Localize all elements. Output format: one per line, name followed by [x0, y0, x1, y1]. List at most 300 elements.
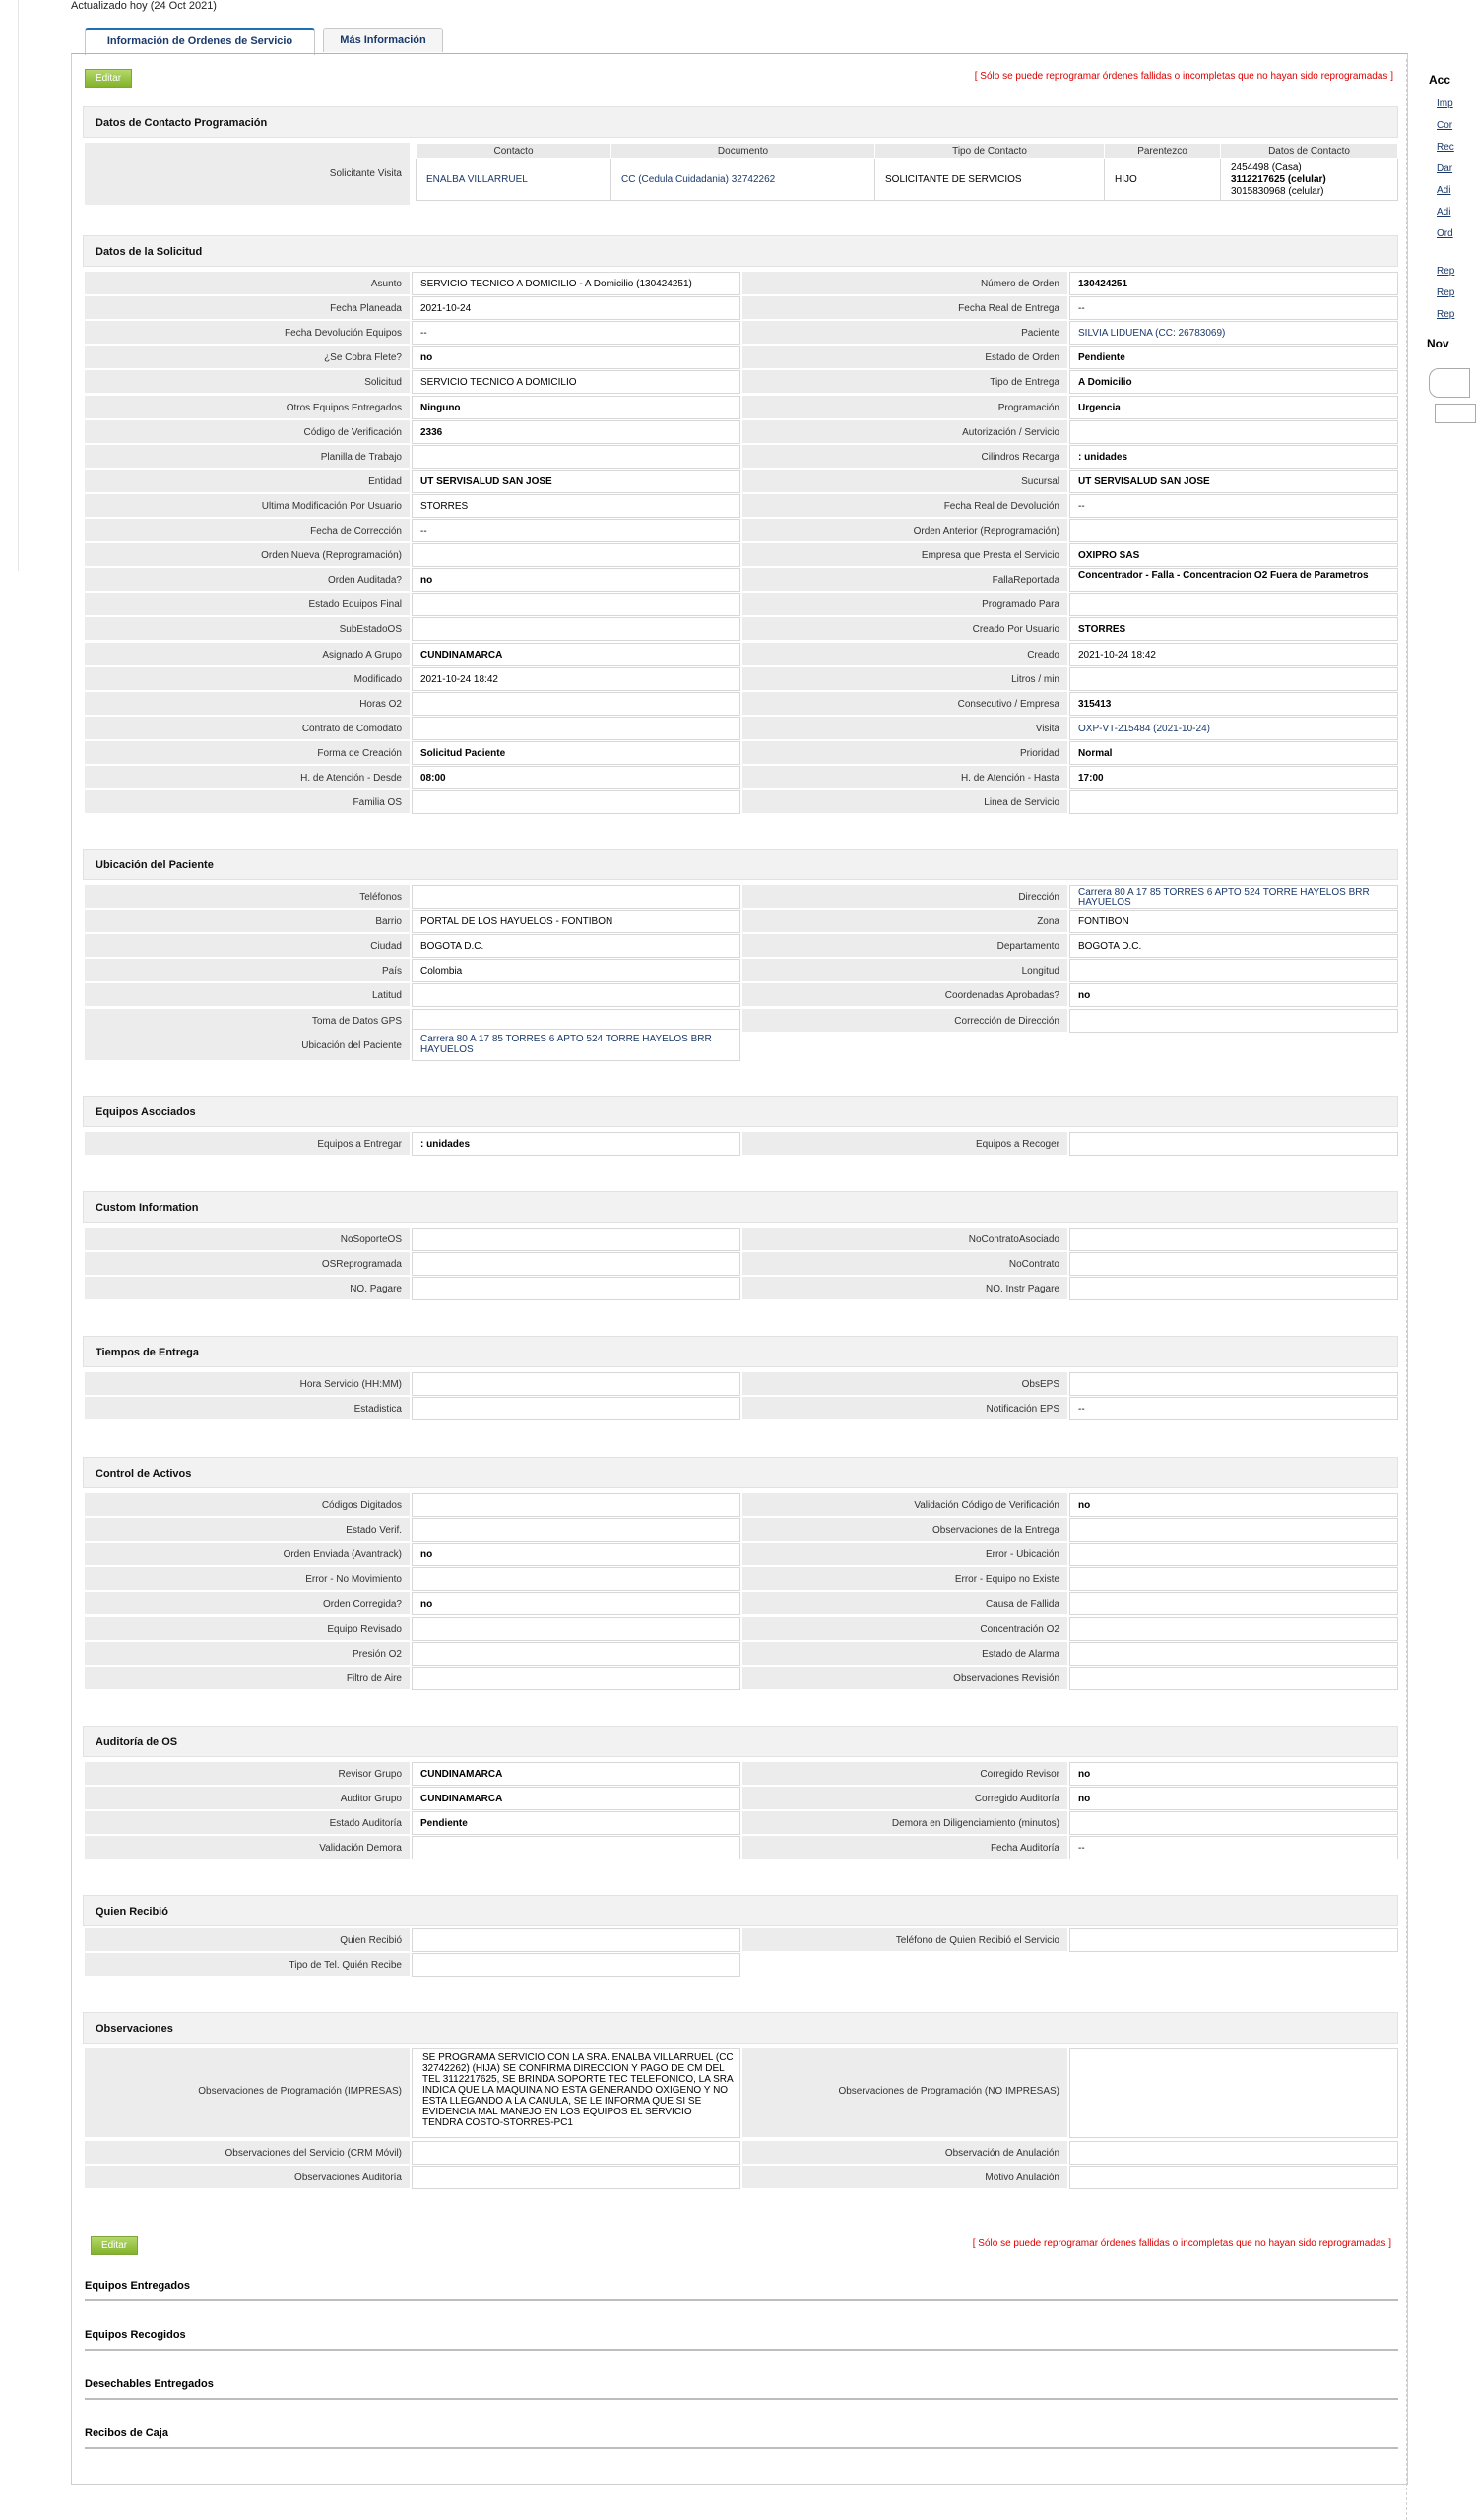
field-value: Carrera 80 A 17 85 TORRES 6 APTO 524 TORRE HAYELOS BRR HAYUELOS	[1069, 885, 1398, 909]
field-value: 08:00	[412, 766, 740, 789]
field-value: no	[1069, 983, 1398, 1007]
field-label: Corregido Revisor	[742, 1762, 1067, 1786]
field-label: Ciudad	[85, 934, 410, 958]
field-value: Normal	[1069, 741, 1398, 765]
field-label: Teléfono de Quien Recibió el Servicio	[742, 1928, 1067, 1952]
field-label: Latitud	[85, 983, 410, 1007]
tab-mas-informacion[interactable]: Más Información	[323, 28, 443, 52]
field-value	[1069, 1567, 1398, 1591]
field-value: CUNDINAMARCA	[412, 643, 740, 666]
novedades-widget[interactable]	[1429, 368, 1470, 398]
field-value	[412, 1617, 740, 1641]
field-label: Asignado A Grupo	[85, 643, 410, 666]
section-row	[85, 296, 1398, 321]
field-value: Pendiente	[412, 1811, 740, 1835]
section-row	[85, 1228, 1398, 1252]
section-row	[85, 1567, 1398, 1592]
field-value	[412, 1277, 740, 1300]
field-value	[1069, 1372, 1398, 1396]
field-value: --	[1069, 1836, 1398, 1859]
contact-phones	[1221, 159, 1398, 201]
section-row	[85, 1592, 1398, 1616]
field-label: Motivo Anulación	[742, 2166, 1067, 2189]
field-label: Observaciones de la Entrega	[742, 1518, 1067, 1542]
field-label: Fecha Real de Devolución	[742, 494, 1067, 518]
field-value: 2021-10-24	[412, 296, 740, 320]
section-row	[85, 1928, 1398, 1953]
actions-heading: Acc	[1429, 73, 1451, 87]
field-value	[1069, 2166, 1398, 2189]
field-value	[412, 1953, 740, 1977]
section-row	[85, 321, 1398, 346]
field-label: Ubicación del Paciente	[85, 1029, 410, 1061]
contact-document: CC (Cedula Cuidadania) 32742262	[611, 159, 875, 201]
field-label: Departamento	[742, 934, 1067, 958]
section-row	[85, 1811, 1398, 1836]
field-value: 2021-10-24 18:42	[1069, 643, 1398, 666]
reprogram-warning-top: [ Sólo se puede reprogramar órdenes fallidas o incompletas que no hayan sido reprogramadas ]	[974, 71, 1393, 82]
right-actions-panel	[1406, 59, 1453, 2520]
field-label: H. de Atención - Hasta	[742, 766, 1067, 789]
section-row	[85, 983, 1398, 1008]
col-datos: Datos de Contacto	[1221, 144, 1398, 159]
section-row	[85, 420, 1398, 445]
field-value: no	[412, 568, 740, 592]
contact-type: SOLICITANTE DE SERVICIOS	[875, 159, 1105, 201]
field-value: 17:00	[1069, 766, 1398, 789]
field-label: Error - Ubicación	[742, 1543, 1067, 1566]
field-label: Entidad	[85, 470, 410, 493]
field-label: Número de Orden	[742, 272, 1067, 295]
section-row	[85, 1836, 1398, 1860]
row-observaciones-programacion	[85, 2048, 1398, 2139]
field-label: ObsEPS	[742, 1372, 1067, 1396]
section-row	[85, 1543, 1398, 1567]
section-row	[85, 1667, 1398, 1691]
field-label: H. de Atención - Desde	[85, 766, 410, 789]
section-tiempos: Tiempos de Entrega	[83, 1336, 1398, 1367]
phone-casa: 2454498 (Casa)	[1231, 161, 1302, 173]
field-label: Equipos a Entregar	[85, 1132, 410, 1156]
field-value	[412, 790, 740, 814]
field-label: Solicitud	[85, 370, 410, 394]
section-row	[85, 1787, 1398, 1811]
action-link-6[interactable]: Adi	[1437, 207, 1451, 218]
field-value	[1069, 1928, 1398, 1952]
section-row	[85, 885, 1398, 910]
field-value: CUNDINAMARCA	[412, 1787, 740, 1810]
field-label: Zona	[742, 910, 1067, 933]
field-value: UT SERVISALUD SAN JOSE	[412, 470, 740, 493]
section-recibos-caja: Recibos de Caja	[85, 2427, 1398, 2449]
field-label: Creado Por Usuario	[742, 617, 1067, 641]
report-link-3[interactable]: Rep	[1437, 309, 1455, 320]
field-value	[412, 445, 740, 469]
action-link-7[interactable]: Ord	[1437, 228, 1453, 239]
field-label: Orden Enviada (Avantrack)	[85, 1543, 410, 1566]
field-value	[412, 885, 740, 909]
field-value: no	[1069, 1493, 1398, 1517]
report-link-1[interactable]: Rep	[1437, 266, 1455, 277]
section-row	[85, 1762, 1398, 1787]
field-value	[412, 692, 740, 716]
field-label: Contrato de Comodato	[85, 717, 410, 740]
section-row	[85, 519, 1398, 543]
field-value: A Domicilio	[1069, 370, 1398, 394]
field-label: Teléfonos	[85, 885, 410, 909]
section-row	[85, 543, 1398, 568]
field-label: Código de Verificación	[85, 420, 410, 444]
field-value: 315413	[1069, 692, 1398, 716]
section-row	[85, 445, 1398, 470]
field-value	[1069, 1592, 1398, 1615]
field-value: PORTAL DE LOS HAYUELOS - FONTIBON	[412, 910, 740, 933]
field-value: no	[412, 1592, 740, 1615]
field-label: Fecha Planeada	[85, 296, 410, 320]
page-left-border	[18, 0, 19, 571]
field-label: Error - No Movimiento	[85, 1567, 410, 1591]
field-value: --	[412, 519, 740, 542]
field-label: Concentración O2	[742, 1617, 1067, 1641]
action-link-3[interactable]: Rec	[1437, 142, 1454, 153]
field-label: Coordenadas Aprobadas?	[742, 983, 1067, 1007]
field-label: Toma de Datos GPS	[85, 1009, 410, 1033]
section-row	[85, 617, 1398, 642]
section-row	[85, 568, 1398, 593]
section-row	[85, 1518, 1398, 1543]
field-value: 2021-10-24 18:42	[412, 667, 740, 691]
field-value: 130424251	[1069, 272, 1398, 295]
field-value: --	[1069, 1397, 1398, 1420]
tab-informacion[interactable]: Información de Ordenes de Servicio	[85, 28, 315, 55]
field-label: Autorización / Servicio	[742, 420, 1067, 444]
field-label: Observaciones del Servicio (CRM Móvil)	[85, 2141, 410, 2165]
field-label: Estadistica	[85, 1397, 410, 1420]
field-label: Programación	[742, 396, 1067, 419]
field-label: Familia OS	[85, 790, 410, 814]
section-row	[85, 717, 1398, 741]
field-value: Urgencia	[1069, 396, 1398, 419]
row-tipo-tel-quien-recibe	[85, 1953, 1398, 1978]
action-link-5[interactable]: Adi	[1437, 185, 1451, 196]
field-value: STORRES	[1069, 617, 1398, 641]
field-label: Programado Para	[742, 593, 1067, 616]
edit-button-top[interactable]: Editar	[85, 69, 132, 88]
field-value: CUNDINAMARCA	[412, 1762, 740, 1786]
section-ubicacion: Ubicación del Paciente	[83, 849, 1398, 880]
section-row	[85, 494, 1398, 519]
field-label: Creado	[742, 643, 1067, 666]
field-value	[412, 1518, 740, 1542]
field-label: Auditor Grupo	[85, 1787, 410, 1810]
field-value	[412, 1372, 740, 1396]
section-row	[85, 790, 1398, 815]
field-value	[412, 593, 740, 616]
field-label: Corregido Auditoría	[742, 1787, 1067, 1810]
field-label: Dirección	[742, 885, 1067, 909]
field-value: UT SERVISALUD SAN JOSE	[1069, 470, 1398, 493]
field-value: : unidades	[1069, 445, 1398, 469]
section-row	[85, 346, 1398, 370]
section-equipos: Equipos Asociados	[83, 1096, 1398, 1127]
field-value: OXIPRO SAS	[1069, 543, 1398, 567]
field-value	[1069, 2048, 1398, 2138]
edit-button-bottom[interactable]: Editar	[91, 2236, 138, 2255]
field-label: Fecha Devolución Equipos	[85, 321, 410, 345]
field-label: Otros Equipos Entregados	[85, 396, 410, 419]
field-value	[412, 1252, 740, 1276]
reprogram-warning-bottom: [ Sólo se puede reprogramar órdenes fallidas o incompletas que no hayan sido reprogramadas ]	[972, 2238, 1391, 2249]
field-label: Estado de Alarma	[742, 1642, 1067, 1666]
field-value	[1069, 519, 1398, 542]
field-label: Sucursal	[742, 470, 1067, 493]
section-quien: Quien Recibió	[83, 1895, 1398, 1926]
section-row	[85, 741, 1398, 766]
field-label: Longitud	[742, 959, 1067, 982]
field-value: BOGOTA D.C.	[412, 934, 740, 958]
field-label: Ultima Modificación Por Usuario	[85, 494, 410, 518]
field-value	[1069, 959, 1398, 982]
action-link-1[interactable]: Imp	[1437, 98, 1453, 109]
section-desechables-entregados: Desechables Entregados	[85, 2378, 1398, 2400]
section-observaciones: Observaciones	[83, 2012, 1398, 2044]
section-row	[85, 1493, 1398, 1518]
section-control: Control de Activos	[83, 1457, 1398, 1488]
field-value: no	[412, 1543, 740, 1566]
phone-celular-1: 3112217625 (celular)	[1231, 173, 1326, 185]
section-row	[85, 1617, 1398, 1642]
novedades-heading: Nov	[1427, 337, 1449, 350]
field-value: Concentrador - Falla - Concentracion O2 Fuera de Parametros	[1069, 568, 1398, 592]
field-value	[1069, 1642, 1398, 1666]
section-row	[85, 2141, 1398, 2166]
field-label: ¿Se Cobra Flete?	[85, 346, 410, 369]
field-value	[412, 1567, 740, 1591]
field-label: Tipo de Entrega	[742, 370, 1067, 394]
section-auditoria: Auditoría de OS	[83, 1726, 1398, 1757]
contact-table	[416, 143, 1398, 201]
report-link-2[interactable]: Rep	[1437, 287, 1455, 298]
section-row	[85, 1252, 1398, 1277]
field-value	[412, 2141, 740, 2165]
field-value: SERVICIO TECNICO A DOMICILIO - A Domicilio (130424251)	[412, 272, 740, 295]
field-value: : unidades	[412, 1132, 740, 1156]
col-parentezco: Parentezco	[1105, 144, 1221, 159]
col-contacto: Contacto	[417, 144, 611, 159]
field-value	[412, 1493, 740, 1517]
field-label: Orden Auditada?	[85, 568, 410, 592]
section-row	[85, 2166, 1398, 2190]
field-label: Tipo de Tel. Quién Recibe	[85, 1953, 410, 1977]
field-label: Quien Recibió	[85, 1928, 410, 1952]
field-label: Fecha de Corrección	[85, 519, 410, 542]
field-label: Códigos Digitados	[85, 1493, 410, 1517]
field-label: Presión O2	[85, 1642, 410, 1666]
field-label: Forma de Creación	[85, 741, 410, 765]
field-label: Validación Código de Verificación	[742, 1493, 1067, 1517]
field-value: 2336	[412, 420, 740, 444]
field-value	[1069, 1518, 1398, 1542]
field-value: --	[1069, 296, 1398, 320]
field-value	[412, 1228, 740, 1251]
field-value	[1069, 1252, 1398, 1276]
field-value	[412, 1642, 740, 1666]
col-documento: Documento	[611, 144, 875, 159]
field-value	[1069, 667, 1398, 691]
field-label: Observaciones de Programación (NO IMPRESAS)	[742, 2048, 1067, 2138]
field-label: Estado Equipos Final	[85, 593, 410, 616]
field-label: País	[85, 959, 410, 982]
section-equipos-entregados: Equipos Entregados	[85, 2280, 1398, 2301]
section-solicitud: Datos de la Solicitud	[83, 235, 1398, 267]
field-label: Linea de Servicio	[742, 790, 1067, 814]
field-label: Corrección de Dirección	[742, 1009, 1067, 1033]
section-row	[85, 959, 1398, 983]
section-row	[85, 1642, 1398, 1667]
field-value	[412, 543, 740, 567]
field-label: Horas O2	[85, 692, 410, 716]
field-label: NoContrato	[742, 1252, 1067, 1276]
action-link-2[interactable]: Cor	[1437, 120, 1453, 131]
field-label: Estado Verif.	[85, 1518, 410, 1542]
field-value: SE PROGRAMA SERVICIO CON LA SRA. ENALBA VILLARRUEL (CC 32742262) (HIJA) SE CONFIRMA DIRECCION Y PAGO DE CM DEL TEL 3112217625, SE BRINDA SOPORTE TEC TELEFONICO, LA SRA INDICA QUE LA MAQUINA NO ESTA GENERANDO OXIGENO Y NO ESTA LLEGANDO A LA CANULA, SE LE INFORMA QUE SI SE EVIDENCIA MAL MANEJO EN LOS EQUIPOS EL SERVICIO TENDRA COSTO-STORRES-PC1	[412, 2048, 740, 2138]
phone-celular-2: 3015830968 (celular)	[1231, 185, 1324, 197]
field-label: NO. Instr Pagare	[742, 1277, 1067, 1300]
field-label: Filtro de Aire	[85, 1667, 410, 1690]
field-label: Observaciones Revisión	[742, 1667, 1067, 1690]
field-value: FONTIBON	[1069, 910, 1398, 933]
field-label: FallaReportada	[742, 568, 1067, 592]
field-label: Barrio	[85, 910, 410, 933]
field-value	[1069, 1543, 1398, 1566]
contact-name: ENALBA VILLARRUEL	[417, 159, 611, 201]
field-value	[412, 1928, 740, 1952]
field-value: SILVIA LIDUENA (CC: 26783069)	[1069, 321, 1398, 345]
field-value: SERVICIO TECNICO A DOMICILIO	[412, 370, 740, 394]
field-value	[1069, 1228, 1398, 1251]
field-value	[1069, 1667, 1398, 1690]
field-label: Prioridad	[742, 741, 1067, 765]
field-value	[412, 983, 740, 1007]
field-value	[412, 617, 740, 641]
field-label: Demora en Diligenciamiento (minutos)	[742, 1811, 1067, 1835]
field-label: Orden Corregida?	[85, 1592, 410, 1615]
field-label: Estado de Orden	[742, 346, 1067, 369]
field-label: Modificado	[85, 667, 410, 691]
field-value: no	[1069, 1787, 1398, 1810]
field-value	[412, 2166, 740, 2189]
section-row	[85, 692, 1398, 717]
field-label: Paciente	[742, 321, 1067, 345]
field-label: Empresa que Presta el Servicio	[742, 543, 1067, 567]
row-ubicacion-paciente	[85, 1029, 1398, 1062]
field-label: Observaciones Auditoría	[85, 2166, 410, 2189]
field-label: Equipos a Recoger	[742, 1132, 1067, 1156]
field-value: Pendiente	[1069, 346, 1398, 369]
field-label: Consecutivo / Empresa	[742, 692, 1067, 716]
section-row	[85, 934, 1398, 959]
field-value	[1069, 1132, 1398, 1156]
field-label: OSReprogramada	[85, 1252, 410, 1276]
field-label: Observaciones de Programación (IMPRESAS)	[85, 2048, 410, 2138]
section-row	[85, 396, 1398, 420]
section-row	[85, 370, 1398, 395]
field-label: Error - Equipo no Existe	[742, 1567, 1067, 1591]
section-row	[85, 272, 1398, 296]
section-row	[85, 766, 1398, 790]
field-value	[1069, 420, 1398, 444]
field-value: STORRES	[412, 494, 740, 518]
field-value	[412, 1667, 740, 1690]
section-contacto: Datos de Contacto Programación	[83, 106, 1398, 138]
field-label: Visita	[742, 717, 1067, 740]
field-label: Litros / min	[742, 667, 1067, 691]
section-row	[85, 593, 1398, 617]
field-value: --	[412, 321, 740, 345]
col-tipo: Tipo de Contacto	[875, 144, 1105, 159]
section-row	[85, 667, 1398, 692]
field-value	[1069, 1811, 1398, 1835]
field-label: Planilla de Trabajo	[85, 445, 410, 469]
field-value	[1069, 593, 1398, 616]
field-label: Cilindros Recarga	[742, 445, 1067, 469]
field-label: NO. Pagare	[85, 1277, 410, 1300]
field-value: no	[412, 346, 740, 369]
field-label: Orden Nueva (Reprogramación)	[85, 543, 410, 567]
field-value: Colombia	[412, 959, 740, 982]
field-label: NoContratoAsociado	[742, 1228, 1067, 1251]
field-label: Observación de Anulación	[742, 2141, 1067, 2165]
field-value	[412, 1836, 740, 1859]
field-value	[1069, 790, 1398, 814]
field-value: Carrera 80 A 17 85 TORRES 6 APTO 524 TORRE HAYELOS BRR HAYUELOS	[412, 1029, 740, 1061]
field-label: Fecha Real de Entrega	[742, 296, 1067, 320]
solicitante-label: Solicitante Visita	[85, 143, 410, 206]
field-value	[412, 1397, 740, 1420]
field-value: OXP-VT-215484 (2021-10-24)	[1069, 717, 1398, 740]
field-label: Equipo Revisado	[85, 1617, 410, 1641]
section-row	[85, 1372, 1398, 1397]
field-value: BOGOTA D.C.	[1069, 934, 1398, 958]
field-value: no	[1069, 1762, 1398, 1786]
field-value	[1069, 1277, 1398, 1300]
section-row	[85, 470, 1398, 494]
field-value: Solicitud Paciente	[412, 741, 740, 765]
contact-relation: HIJO	[1105, 159, 1221, 201]
novedades-input[interactable]	[1435, 404, 1476, 423]
field-label: Validación Demora	[85, 1836, 410, 1859]
section-custom: Custom Information	[83, 1191, 1398, 1223]
section-row	[85, 910, 1398, 934]
section-row	[85, 1277, 1398, 1301]
field-label: Causa de Fallida	[742, 1592, 1067, 1615]
field-label: Estado Auditoría	[85, 1811, 410, 1835]
field-value: --	[1069, 494, 1398, 518]
field-value	[1069, 2141, 1398, 2165]
section-row	[85, 1132, 1398, 1157]
field-label: SubEstadoOS	[85, 617, 410, 641]
field-label: Fecha Auditoría	[742, 1836, 1067, 1859]
section-equipos-recogidos: Equipos Recogidos	[85, 2329, 1398, 2351]
field-value	[412, 717, 740, 740]
action-link-4[interactable]: Dar	[1437, 163, 1453, 174]
field-label: Notificación EPS	[742, 1397, 1067, 1420]
section-row	[85, 643, 1398, 667]
updated-label: Actualizado hoy (24 Oct 2021)	[71, 0, 217, 12]
section-row	[85, 1397, 1398, 1421]
field-label: Hora Servicio (HH:MM)	[85, 1372, 410, 1396]
field-label: Orden Anterior (Reprogramación)	[742, 519, 1067, 542]
